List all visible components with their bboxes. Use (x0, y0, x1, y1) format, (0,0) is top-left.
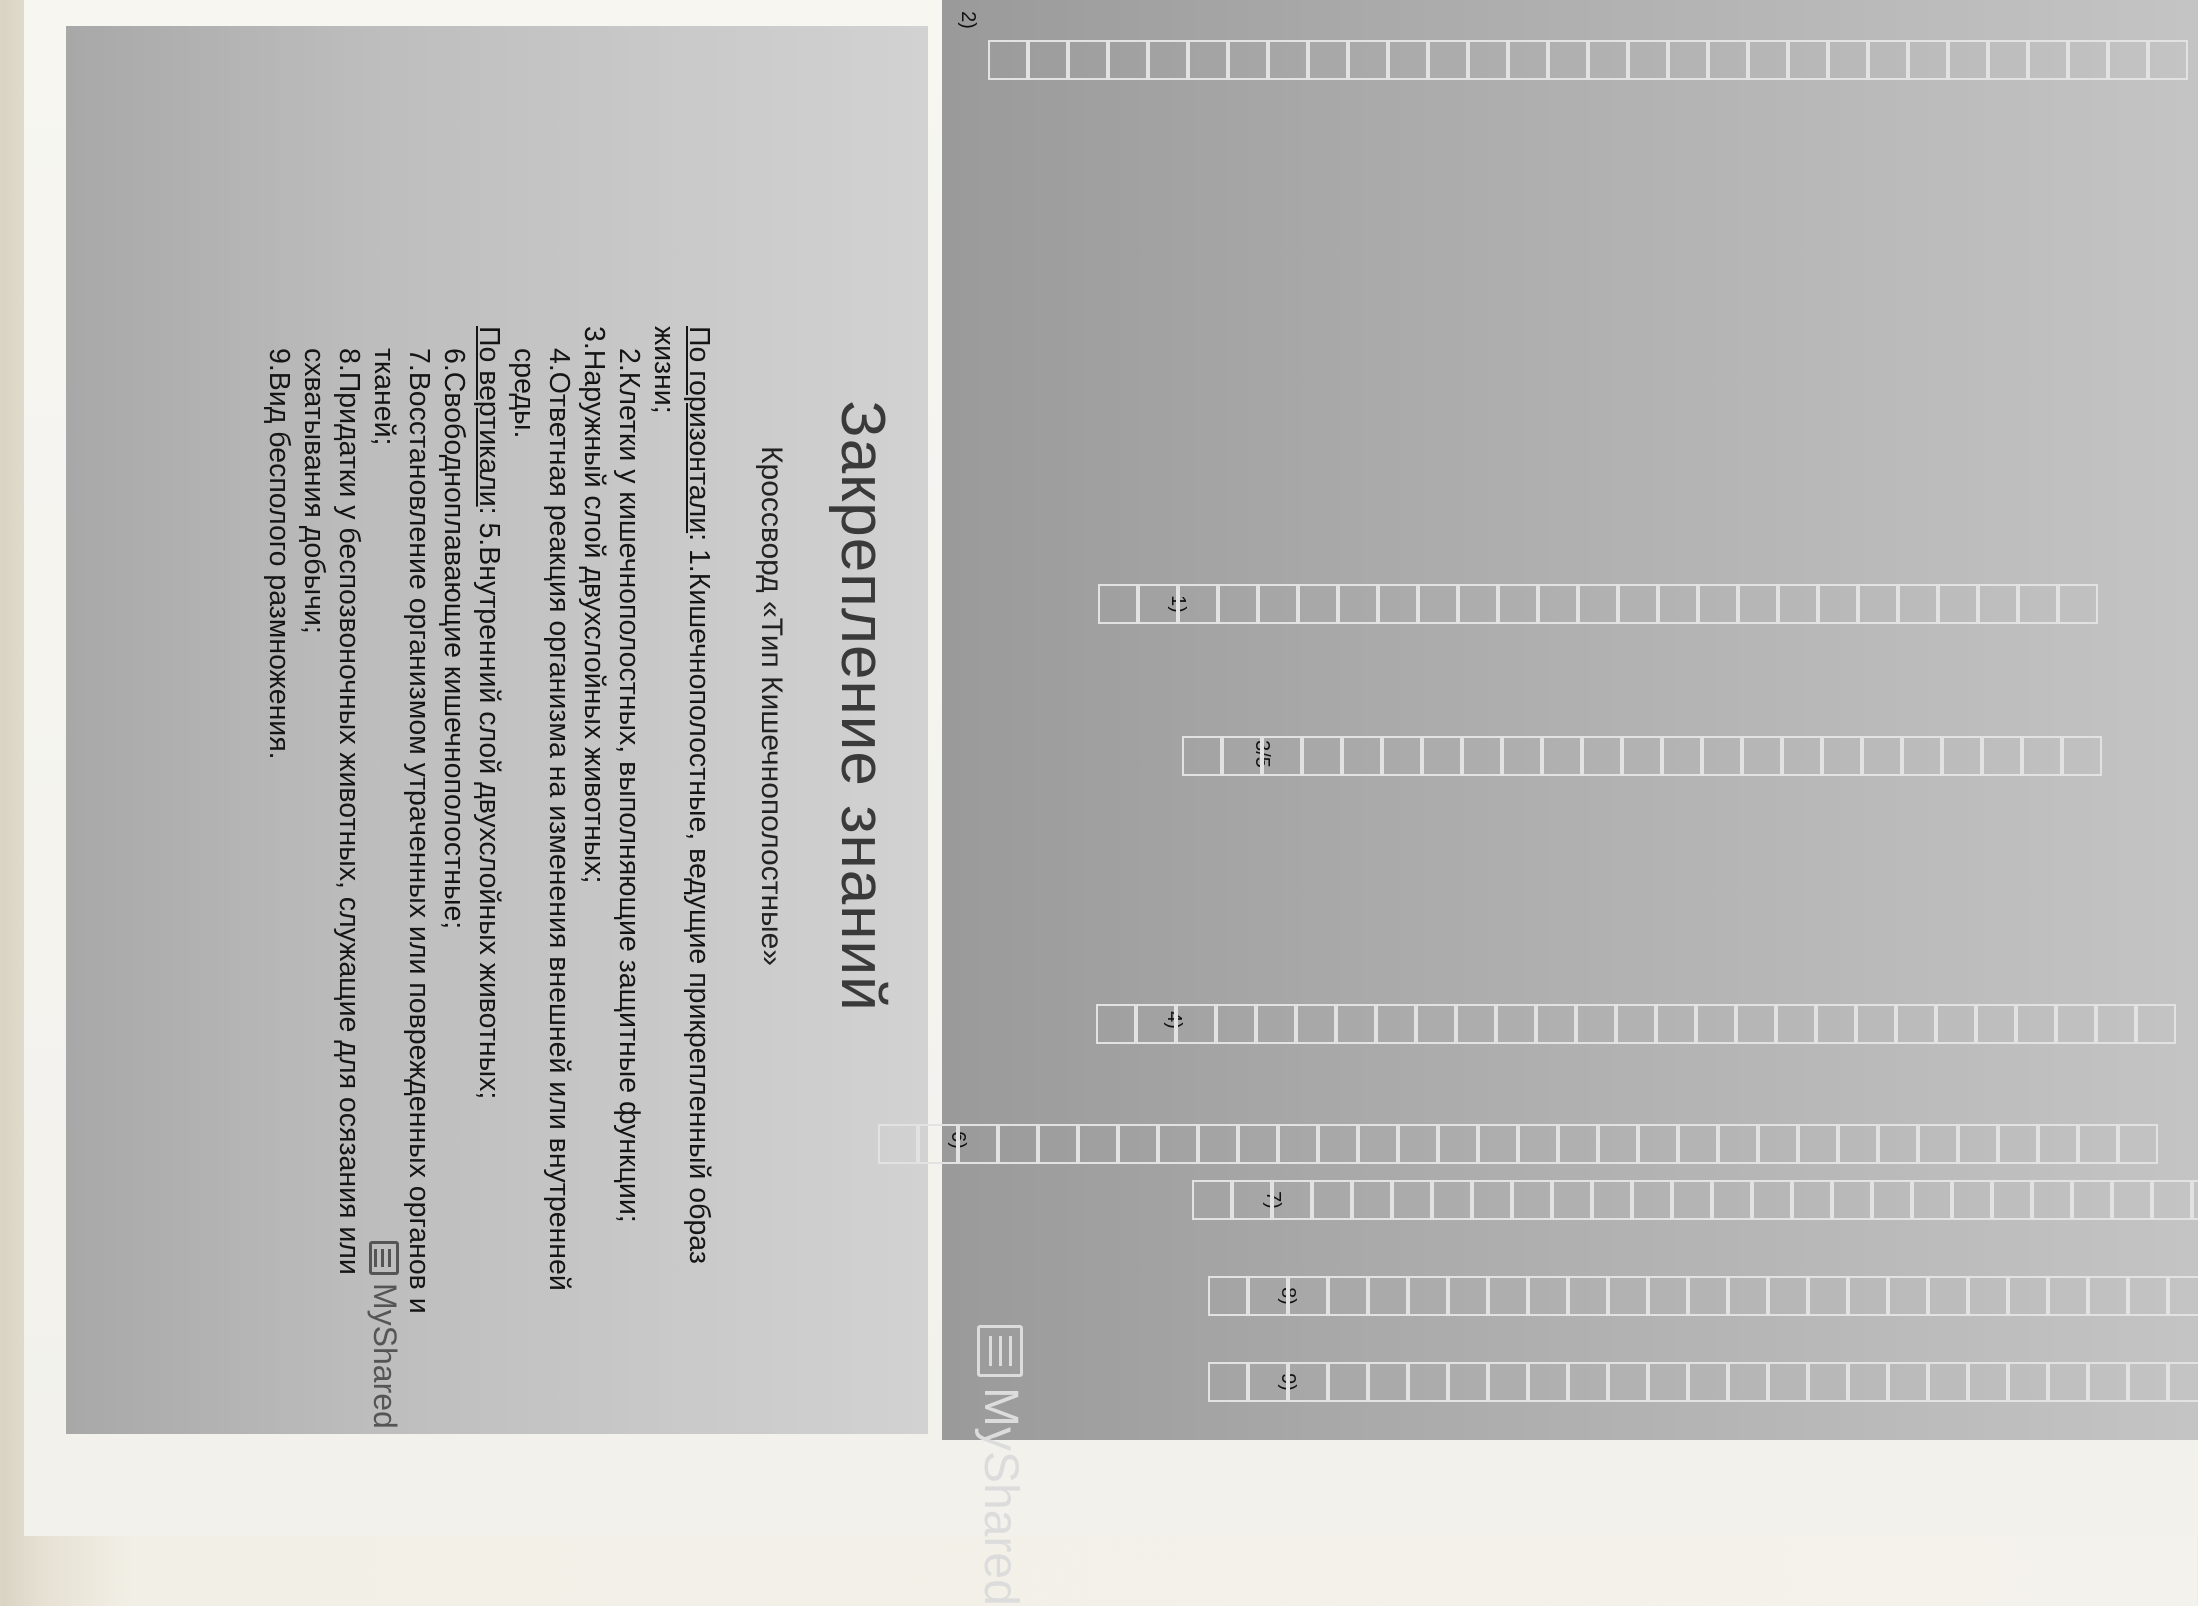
crossword-cell[interactable] (1472, 1180, 1512, 1220)
crossword-cell[interactable] (1936, 1004, 1976, 1044)
crossword-cell[interactable] (1422, 736, 1462, 776)
slide-title: Закрепление знаний (828, 400, 897, 1012)
crossword-cell[interactable] (1228, 40, 1268, 80)
crossword-cell[interactable] (1728, 1362, 1768, 1402)
crossword-cell[interactable] (1968, 1276, 2008, 1316)
crossword-cell[interactable] (1376, 1004, 1416, 1044)
label-4: 4) (1163, 1011, 1186, 1029)
crossword-cell[interactable] (1536, 1004, 1576, 1044)
crossword-cell[interactable] (1858, 584, 1898, 624)
crossword-cell[interactable] (1222, 736, 1262, 776)
crossword-cell[interactable] (2048, 1276, 2088, 1316)
crossword-cell[interactable] (1502, 736, 1542, 776)
slide-clues (66, 26, 928, 1434)
crossword-cell[interactable] (1872, 1180, 1912, 1220)
crossword-cell[interactable] (1208, 1276, 1248, 1316)
crossword-cell[interactable] (1208, 1362, 1248, 1402)
crossword-cell[interactable] (1468, 40, 1508, 80)
crossword-cell[interactable] (1488, 1276, 1528, 1316)
crossword-cell[interactable] (988, 40, 1028, 80)
crossword-cell[interactable] (1068, 40, 1108, 80)
crossword-cell[interactable] (1542, 736, 1582, 776)
crossword-cell[interactable] (1952, 1180, 1992, 1220)
crossword-cell[interactable] (1368, 1362, 1408, 1402)
crossword-cell[interactable] (1992, 1180, 2032, 1220)
crossword-cell[interactable] (1248, 1362, 1288, 1402)
crossword-cell[interactable] (1328, 1276, 1368, 1316)
clue-3: 3.Наружный слой двухслойных животных; (578, 326, 610, 884)
crossword-cell[interactable] (1822, 736, 1862, 776)
crossword-cell[interactable] (1238, 1124, 1278, 1164)
crossword-cell[interactable] (1028, 40, 1068, 80)
crossword-cell[interactable] (1338, 584, 1378, 624)
crossword-cell[interactable] (1648, 1362, 1688, 1402)
crossword-cell[interactable] (1618, 584, 1658, 624)
crossword-cell[interactable] (1888, 1362, 1928, 1402)
crossword-cell[interactable] (1672, 1180, 1712, 1220)
logo-text: MyShared (367, 1283, 403, 1429)
crossword-cell[interactable] (1902, 736, 1942, 776)
crossword-cell[interactable] (1148, 40, 1188, 80)
crossword-cell[interactable] (1272, 1180, 1312, 1220)
clue-9: 9.Вид бесполого размножения. (263, 348, 295, 760)
crossword-cell[interactable] (1576, 1004, 1616, 1044)
clue-1-text: : 1.Кишечнополостные, ведущие прикрепленный образ жизни; (648, 326, 715, 1264)
logo-text: MyShared (974, 1387, 1027, 1606)
label-7: 7) (1262, 1191, 1285, 1209)
crossword-cell[interactable] (1792, 1180, 1832, 1220)
crossword-cell[interactable] (1588, 40, 1628, 80)
crossword-cell[interactable] (1622, 736, 1662, 776)
crossword-cell[interactable] (1678, 1124, 1718, 1164)
crossword-cell[interactable] (1232, 1180, 1272, 1220)
crossword-cell[interactable] (1878, 1124, 1918, 1164)
crossword-cell[interactable] (1768, 1362, 1808, 1402)
crossword-cell[interactable] (1558, 1124, 1598, 1164)
crossword-cell[interactable] (1296, 1004, 1336, 1044)
crossword-cell[interactable] (1462, 736, 1502, 776)
crossword-cell[interactable] (1312, 1180, 1352, 1220)
crossword-cell[interactable] (918, 1124, 958, 1164)
crossword-cell[interactable] (1898, 584, 1938, 624)
crossword-cell[interactable] (1862, 736, 1902, 776)
crossword-cell[interactable] (958, 1124, 998, 1164)
crossword-cell[interactable] (1256, 1004, 1296, 1044)
crossword-cell[interactable] (2058, 584, 2098, 624)
crossword-cell[interactable] (1158, 1124, 1198, 1164)
crossword-cell[interactable] (1776, 1004, 1816, 1044)
clue-1 (646, 326, 716, 1336)
crossword-cell[interactable] (1648, 1276, 1688, 1316)
crossword-cell[interactable] (1736, 1004, 1776, 1044)
crossword-cell[interactable] (1328, 1362, 1368, 1402)
crossword-cell[interactable] (1978, 584, 2018, 624)
crossword-cell[interactable] (2078, 1124, 2118, 1164)
crossword-cell[interactable] (1748, 40, 1788, 80)
crossword-cell[interactable] (1508, 40, 1548, 80)
crossword-cell[interactable] (1136, 1004, 1176, 1044)
crossword-cell[interactable] (2148, 40, 2188, 80)
crossword-cell[interactable] (1928, 1362, 1968, 1402)
crossword-cell[interactable] (1342, 736, 1382, 776)
crossword-cell[interactable] (1408, 1276, 1448, 1316)
crossword-cell[interactable] (1302, 736, 1342, 776)
crossword-cell[interactable] (1288, 1362, 1328, 1402)
crossword-cell[interactable] (1742, 736, 1782, 776)
crossword-cell[interactable] (2108, 40, 2148, 80)
crossword-cell[interactable] (1496, 1004, 1536, 1044)
crossword-cell[interactable] (1628, 40, 1668, 80)
clue-4: 4.Ответная реакция организма на изменения внешней или внутренней среды. (508, 348, 575, 1291)
slide-clues-content (66, 26, 928, 1434)
crossword-cell[interactable] (2128, 1362, 2168, 1402)
slide-crossword-grid (942, 0, 2198, 1606)
crossword-cell[interactable] (2168, 1362, 2198, 1402)
crossword-cell[interactable] (1908, 40, 1948, 80)
crossword-cell[interactable] (1568, 1362, 1608, 1402)
crossword-cell[interactable] (2048, 1362, 2088, 1402)
crossword-cell[interactable] (1968, 1362, 2008, 1402)
crossword-cell[interactable] (1752, 1180, 1792, 1220)
crossword-cell[interactable] (2088, 1362, 2128, 1402)
crossword-cell[interactable] (2032, 1180, 2072, 1220)
crossword-cell[interactable] (1582, 736, 1622, 776)
crossword-cell[interactable] (2056, 1004, 2096, 1044)
crossword-cell[interactable] (1938, 584, 1978, 624)
crossword-cell[interactable] (1608, 1276, 1648, 1316)
crossword-cell[interactable] (1336, 1004, 1376, 1044)
crossword-cell[interactable] (1428, 40, 1468, 80)
crossword-cell[interactable] (1458, 584, 1498, 624)
crossword-cell[interactable] (1418, 584, 1458, 624)
crossword-subtitle: Кроссворд «Тип Кишечнополостные» (755, 446, 788, 966)
crossword-cell[interactable] (1448, 1276, 1488, 1316)
crossword-cell[interactable] (1838, 1124, 1878, 1164)
crossword-cell[interactable] (1608, 1362, 1648, 1402)
crossword-cell[interactable] (878, 1124, 918, 1164)
crossword-cell[interactable] (1616, 1004, 1656, 1044)
crossword-cell[interactable] (1758, 1124, 1798, 1164)
crossword-cell[interactable] (2152, 1180, 2192, 1220)
crossword-cell[interactable] (1788, 40, 1828, 80)
crossword-cell[interactable] (1538, 584, 1578, 624)
crossword-cell[interactable] (1832, 1180, 1872, 1220)
crossword-cell[interactable] (2028, 40, 2068, 80)
crossword-cell[interactable] (1696, 1004, 1736, 1044)
crossword-cell[interactable] (1568, 1276, 1608, 1316)
crossword-cell[interactable] (1216, 1004, 1256, 1044)
crossword-cell[interactable] (1658, 584, 1698, 624)
crossword-cell[interactable] (1278, 1124, 1318, 1164)
crossword-cell[interactable] (2068, 40, 2108, 80)
crossword-cell[interactable] (1512, 1180, 1552, 1220)
crossword-cell[interactable] (1778, 584, 1818, 624)
crossword-cell[interactable] (1528, 1362, 1568, 1402)
crossword-cell[interactable] (1712, 1180, 1752, 1220)
crossword-cell[interactable] (1358, 1124, 1398, 1164)
crossword-cell[interactable] (1432, 1180, 1472, 1220)
crossword-cell[interactable] (1438, 1124, 1478, 1164)
crossword-cell[interactable] (2118, 1124, 2158, 1164)
label-6: 6) (947, 1131, 970, 1149)
crossword-cell[interactable] (1408, 1362, 1448, 1402)
crossword-cell[interactable] (1848, 1362, 1888, 1402)
label-8: 8) (1277, 1287, 1300, 1305)
crossword-cell[interactable] (1702, 736, 1742, 776)
crossword-cell[interactable] (2096, 1004, 2136, 1044)
crossword-cell[interactable] (1592, 1180, 1632, 1220)
crossword-cell[interactable] (1348, 40, 1388, 80)
crossword-cell[interactable] (2008, 1276, 2048, 1316)
crossword-cell[interactable] (1188, 40, 1228, 80)
crossword-cell[interactable] (1352, 1180, 1392, 1220)
label-3-5: 3/5 (1251, 740, 1274, 768)
crossword-cell[interactable] (1982, 736, 2022, 776)
clue-6: 6.Свободноплавающие кишечнополостные; (438, 348, 470, 930)
crossword-cell[interactable] (1178, 584, 1218, 624)
crossword-cell[interactable] (1598, 1124, 1638, 1164)
crossword-cell[interactable] (1392, 1180, 1432, 1220)
crossword-cell[interactable] (1268, 40, 1308, 80)
clue-2: 2.Клетки у кишечнополостных, выполняющие защитные функции; (613, 348, 645, 1223)
crossword-cell[interactable] (1108, 40, 1148, 80)
crossword-cell[interactable] (1856, 1004, 1896, 1044)
crossword-cell[interactable] (1668, 40, 1708, 80)
crossword-cell[interactable] (1078, 1124, 1118, 1164)
crossword-cell[interactable] (1808, 1362, 1848, 1402)
crossword-cell[interactable] (1096, 1004, 1136, 1044)
crossword-cell[interactable] (2062, 736, 2102, 776)
crossword-cell[interactable] (1098, 584, 1138, 624)
crossword-cell[interactable] (1182, 736, 1222, 776)
crossword-cell[interactable] (1738, 584, 1778, 624)
crossword-cell[interactable] (1638, 1124, 1678, 1164)
crossword-cell[interactable] (1416, 1004, 1456, 1044)
crossword-cell[interactable] (2128, 1276, 2168, 1316)
crossword-cell[interactable] (1456, 1004, 1496, 1044)
crossword-cell[interactable] (2038, 1124, 2078, 1164)
crossword-cell[interactable] (1988, 40, 2028, 80)
crossword-cell[interactable] (1656, 1004, 1696, 1044)
crossword-cell[interactable] (1948, 40, 1988, 80)
label-9: 9) (1277, 1373, 1300, 1391)
crossword-cell[interactable] (1038, 1124, 1078, 1164)
crossword-cell[interactable] (1798, 1124, 1838, 1164)
crossword-cell[interactable] (1248, 1276, 1288, 1316)
crossword-cell[interactable] (1918, 1124, 1958, 1164)
label-2: 2) (957, 11, 980, 29)
crossword-cell[interactable] (1138, 584, 1178, 624)
crossword-cell[interactable] (1888, 1276, 1928, 1316)
horizontal-heading: По горизонтали (683, 326, 715, 534)
crossword-cell[interactable] (2018, 584, 2058, 624)
crossword-cell[interactable] (1662, 736, 1702, 776)
crossword-cell[interactable] (998, 1124, 1038, 1164)
crossword-cell[interactable] (1976, 1004, 2016, 1044)
crossword-cell[interactable] (2088, 1276, 2128, 1316)
crossword-cell[interactable] (1528, 1276, 1568, 1316)
crossword-cell[interactable] (1552, 1180, 1592, 1220)
presentation-icon (370, 1241, 400, 1275)
crossword-cell[interactable] (1198, 1124, 1238, 1164)
crossword-cell[interactable] (1448, 1362, 1488, 1402)
crossword-cell[interactable] (1698, 584, 1738, 624)
crossword-cell[interactable] (1218, 584, 1258, 624)
crossword-cell[interactable] (1318, 1124, 1358, 1164)
crossword-cell[interactable] (1782, 736, 1822, 776)
crossword-cell[interactable] (1262, 736, 1302, 776)
crossword-cell[interactable] (1868, 40, 1908, 80)
crossword-cell[interactable] (1498, 584, 1538, 624)
crossword-cell[interactable] (1388, 40, 1428, 80)
vertical-heading: По вертикали (473, 326, 505, 507)
crossword-cell[interactable] (1828, 40, 1868, 80)
crossword-cell[interactable] (1298, 584, 1338, 624)
crossword-cell[interactable] (1398, 1124, 1438, 1164)
crossword-cell[interactable] (1998, 1124, 2038, 1164)
crossword-cell[interactable] (2168, 1276, 2198, 1316)
myshared-logo-large (973, 1325, 1028, 1606)
crossword-cell[interactable] (1478, 1124, 1518, 1164)
crossword-cell[interactable] (1818, 584, 1858, 624)
crossword-cell[interactable] (2192, 1180, 2198, 1220)
presentation-icon (978, 1325, 1024, 1377)
crossword-cell[interactable] (2016, 1004, 2056, 1044)
crossword-cell[interactable] (2072, 1180, 2112, 1220)
crossword-cell[interactable] (1708, 40, 1748, 80)
crossword-cell[interactable] (1688, 1362, 1728, 1402)
crossword-cell[interactable] (1808, 1276, 1848, 1316)
crossword-cell[interactable] (1308, 40, 1348, 80)
crossword-cell[interactable] (1192, 1180, 1232, 1220)
crossword-cell[interactable] (1382, 736, 1422, 776)
clue-7: 7.Восстановление организмом утраченных или поврежденных органов и тканей; (368, 348, 435, 1314)
crossword-cell[interactable] (1912, 1180, 1952, 1220)
label-1: 1) (1167, 595, 1190, 613)
crossword-cell[interactable] (1518, 1124, 1558, 1164)
crossword-cell[interactable] (1578, 584, 1618, 624)
crossword-cell[interactable] (2022, 736, 2062, 776)
crossword-cell[interactable] (1718, 1124, 1758, 1164)
crossword-grid (942, 0, 2198, 1606)
clue-8: 8.Придатки у беспозвоночных животных, служащие для осязания или схватывания добычи; (298, 348, 365, 1275)
crossword-cell[interactable] (2136, 1004, 2176, 1044)
crossword-cell[interactable] (1928, 1276, 1968, 1316)
crossword-cell[interactable] (1816, 1004, 1856, 1044)
crossword-cell[interactable] (1688, 1276, 1728, 1316)
crossword-cell[interactable] (1288, 1276, 1328, 1316)
crossword-cell[interactable] (1378, 584, 1418, 624)
crossword-cell[interactable] (1548, 40, 1588, 80)
crossword-cell[interactable] (2112, 1180, 2152, 1220)
crossword-cell[interactable] (1848, 1276, 1888, 1316)
crossword-cell[interactable] (1118, 1124, 1158, 1164)
crossword-cell[interactable] (1942, 736, 1982, 776)
clue-5 (471, 326, 506, 1336)
clue-5-text: : 5.Внутренний слой двухслойных животных; (473, 506, 505, 1100)
crossword-cell[interactable] (1896, 1004, 1936, 1044)
crossword-cell[interactable] (1176, 1004, 1216, 1044)
crossword-cell[interactable] (1728, 1276, 1768, 1316)
crossword-cell[interactable] (1768, 1276, 1808, 1316)
crossword-cell[interactable] (1488, 1362, 1528, 1402)
myshared-logo (366, 1241, 403, 1429)
crossword-cell[interactable] (2008, 1362, 2048, 1402)
crossword-cell[interactable] (1958, 1124, 1998, 1164)
crossword-cell[interactable] (1632, 1180, 1672, 1220)
clue-list (261, 326, 716, 1336)
crossword-cell[interactable] (1368, 1276, 1408, 1316)
crossword-cell[interactable] (1258, 584, 1298, 624)
